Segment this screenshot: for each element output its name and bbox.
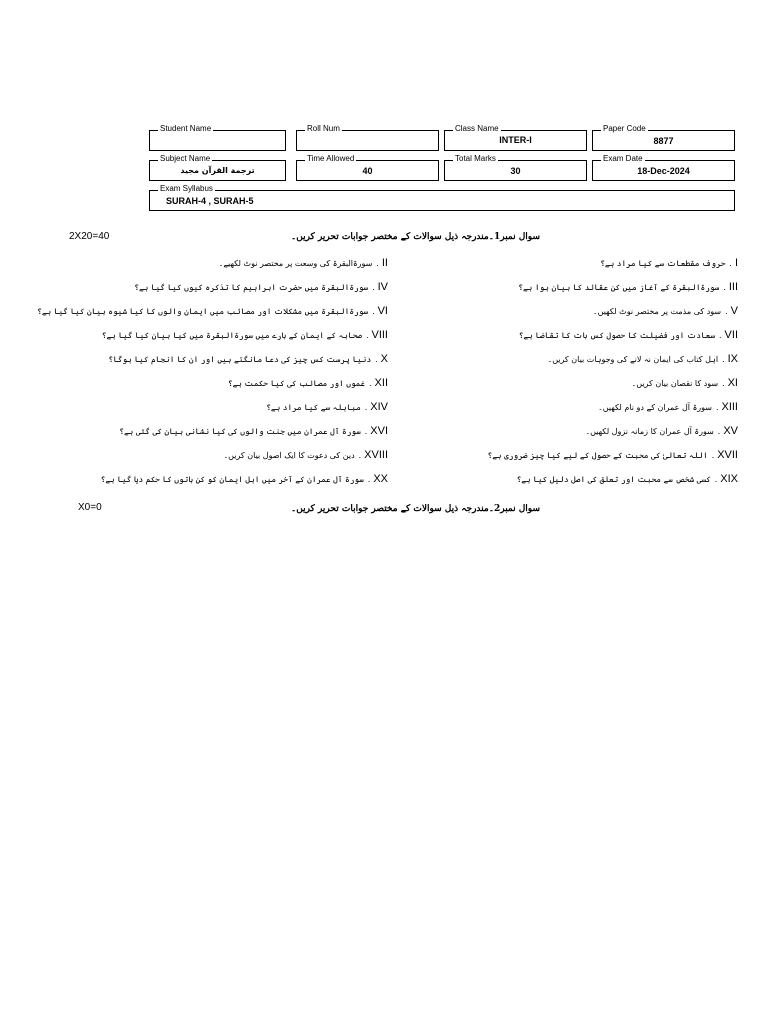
question-number: X (380, 353, 388, 365)
question-text: سورۃ آل عمران کا زمانہ نزول لکھیں۔ (585, 427, 714, 436)
question-item: XIV.مباہلہ سے کیا مراد ہے؟ (266, 401, 388, 413)
exam-syllabus-field[interactable] (149, 184, 735, 211)
section1-marks: 2X20=40 (69, 231, 110, 242)
question-item: XVIII.دین کی دعوت کا ایک اصول بیان کریں۔ (223, 449, 388, 461)
question-text: سود کی مذمت پر مختصر نوٹ لکھیں۔ (592, 307, 722, 316)
question-item: XI.سود کا نقصان بیان کریں۔ (631, 377, 738, 389)
question-text: اہل کتاب کی ایمان نہ لانے کی وجوہات بیان کریں۔ (547, 355, 719, 364)
paper-code-field[interactable] (592, 124, 735, 151)
question-item: I.حروف مقطعات سے کیا مراد ہے؟ (600, 257, 738, 269)
question-text: سورۃ آل عمران میں جنت والوں کی کیا نشانی بیان کی گئی ہے؟ (119, 427, 361, 436)
exam-syllabus-label: Exam Syllabus (160, 184, 213, 193)
question-item: VII.سعادت اور فضیلت کا حصول کس بات کا تقاضا ہے؟ (518, 329, 738, 341)
section2-marks: X0=0 (78, 502, 102, 513)
question-number: XI (727, 377, 738, 389)
time-allowed-field[interactable] (296, 154, 439, 181)
subject-name-label: Subject Name (160, 154, 211, 163)
question-number: I (734, 257, 738, 269)
exam-date-label: Exam Date (603, 154, 643, 163)
question-item: XVI.سورۃ آل عمران میں جنت والوں کی کیا نشانی بیان کی گئی ہے؟ (119, 425, 388, 437)
question-number: IX (727, 353, 738, 365)
paper-code-value: 8877 (653, 136, 674, 146)
question-number: XV (723, 425, 738, 437)
question-number: XII (374, 377, 388, 389)
question-number: IV (377, 281, 388, 293)
question-number: XX (373, 473, 388, 485)
time-allowed-label: Time Allowed (307, 154, 355, 163)
time-allowed-value: 40 (362, 166, 373, 176)
question-number: VIII (371, 329, 388, 341)
roll-num-field[interactable] (296, 124, 439, 151)
exam-date-field[interactable] (592, 154, 735, 181)
question-text: سورۃالبقرۃ میں حضرت ابراہیم کا تذکرہ کیوں کیا گیا ہے؟ (134, 283, 369, 292)
question-text: دین کی دعوت کا ایک اصول بیان کریں۔ (223, 451, 355, 460)
question-item: XIX.کسی شخص سے محبت اور تعلق کی اصل دلیل کیا ہے؟ (516, 473, 738, 485)
class-name-value: INTER-I (499, 135, 532, 145)
section1-heading: سوال نمبر1۔مندرجہ ذیل سوالات کے مختصر جوابات تحریر کریں۔ (290, 232, 540, 242)
question-text: سعادت اور فضیلت کا حصول کس بات کا تقاضا ہے؟ (518, 331, 716, 340)
student-name-label: Student Name (160, 124, 212, 133)
question-text: حروف مقطعات سے کیا مراد ہے؟ (600, 259, 726, 268)
question-item: XV.سورۃ آل عمران کا زمانہ نزول لکھیں۔ (585, 425, 738, 437)
question-text: غموں اور مصائب کی کیا حکمت ہے؟ (227, 379, 366, 388)
question-item: VI.سورۃالبقرۃ میں مشکلات اور مصائب میں ایمان والوں کا کیا شیوہ بیان کیا گیا ہے؟ (37, 305, 388, 317)
question-text: سورۃالبقرۃ کی وسعت پر مختصر نوٹ لکھیے۔ (218, 259, 373, 268)
question-item: XVII.اللہ تعالیٰ کی محبت کے حصول کے لیے کیا چیز ضروری ہے؟ (487, 449, 738, 461)
roll-num-label: Roll Num (307, 124, 340, 133)
question-item: III.سورۃالبقرۃ کے آغاز میں کن عقائد کا بیان ہوا ہے؟ (518, 281, 738, 293)
question-item: XIII.سورۃ آل عمران کے دو نام لکھیں۔ (598, 401, 738, 413)
subject-name-field[interactable] (149, 154, 286, 181)
total-marks-field[interactable] (444, 154, 587, 181)
question-number: VI (377, 305, 388, 317)
question-number: III (728, 281, 738, 293)
exam-date-value: 18-Dec-2024 (637, 166, 690, 176)
question-number: II (381, 257, 388, 269)
question-item: XX.سورۃ آل عمران کے آخر میں اہل ایمان کو کن باتوں کا حکم دیا گیا ہے؟ (100, 473, 388, 485)
question-number: XVII (717, 449, 738, 461)
question-number: VII (724, 329, 738, 341)
question-text: سود کا نقصان بیان کریں۔ (631, 379, 719, 388)
question-item: X.دنیا پرست کس چیز کی دعا مانگتے ہیں اور ان کا انجام کیا ہوگا؟ (108, 353, 388, 365)
total-marks-label: Total Marks (455, 154, 496, 163)
subject-name-value: ترجمة القرآن مجيد (180, 166, 255, 175)
question-text: سورۃالبقرۃ میں مشکلات اور مصائب میں ایمان والوں کا کیا شیوہ بیان کیا گیا ہے؟ (37, 307, 369, 316)
question-text: سورۃالبقرۃ کے آغاز میں کن عقائد کا بیان ہوا ہے؟ (518, 283, 720, 292)
question-text: مباہلہ سے کیا مراد ہے؟ (266, 403, 361, 412)
exam-syllabus-value: SURAH-4 , SURAH-5 (166, 196, 254, 206)
question-item: VIII.صحابہ کے ایمان کے بارے میں سورۃالبقرۃ میں کیا بیان کیا گیا ہے؟ (101, 329, 388, 341)
question-item: IX.اہل کتاب کی ایمان نہ لانے کی وجوہات بیان کریں۔ (547, 353, 738, 365)
question-text: کسی شخص سے محبت اور تعلق کی اصل دلیل کیا ہے؟ (516, 475, 711, 484)
total-marks-value: 30 (510, 166, 521, 176)
class-name-label: Class Name (455, 124, 499, 133)
question-number: XIII (721, 401, 738, 413)
question-text: سورۃ آل عمران کے دو نام لکھیں۔ (598, 403, 712, 412)
section2-heading: سوال نمبر2۔مندرجہ ذیل سوالات کے مختصر جوابات تحریر کریں۔ (290, 504, 540, 514)
question-number: XVIII (364, 449, 388, 461)
question-text: اللہ تعالیٰ کی محبت کے حصول کے لیے کیا چیز ضروری ہے؟ (487, 451, 708, 460)
question-number: XVI (370, 425, 388, 437)
question-number: XIV (370, 401, 388, 413)
question-item: V.سود کی مذمت پر مختصر نوٹ لکھیں۔ (592, 305, 738, 317)
question-text: سورۃ آل عمران کے آخر میں اہل ایمان کو کن باتوں کا حکم دیا گیا ہے؟ (100, 475, 364, 484)
question-number: V (730, 305, 738, 317)
student-name-field[interactable] (149, 124, 286, 151)
question-item: IV.سورۃالبقرۃ میں حضرت ابراہیم کا تذکرہ کیوں کیا گیا ہے؟ (134, 281, 388, 293)
question-item: II.سورۃالبقرۃ کی وسعت پر مختصر نوٹ لکھیے۔ (218, 257, 388, 269)
question-number: XIX (720, 473, 738, 485)
question-item: XII.غموں اور مصائب کی کیا حکمت ہے؟ (227, 377, 388, 389)
class-name-field[interactable] (444, 124, 587, 151)
question-text: دنیا پرست کس چیز کی دعا مانگتے ہیں اور ان کا انجام کیا ہوگا؟ (108, 355, 372, 364)
question-text: صحابہ کے ایمان کے بارے میں سورۃالبقرۃ میں کیا بیان کیا گیا ہے؟ (101, 331, 362, 340)
paper-code-label: Paper Code (603, 124, 646, 133)
